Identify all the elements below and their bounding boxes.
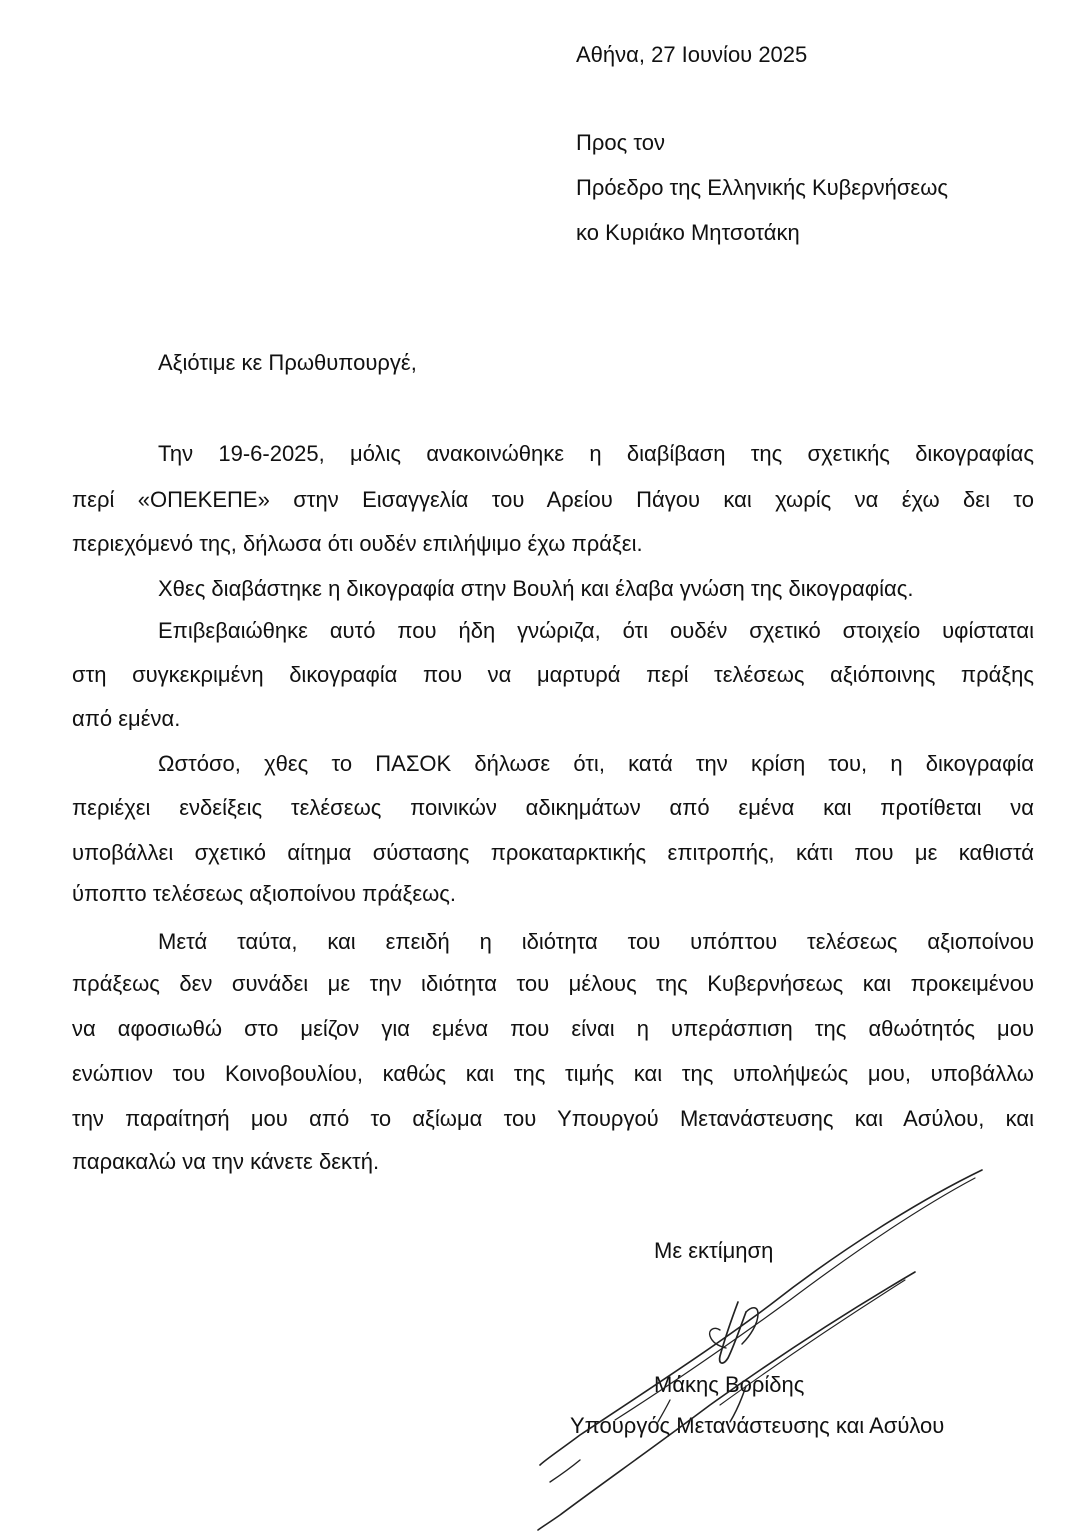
body-line: περιεχόμενό της, δήλωσα ότι ουδέν επιλήψιμο έχω πράξει. — [72, 531, 643, 556]
body-line: ύποπτο τελέσεως αξιοποίνου πράξεως. — [72, 881, 457, 906]
body-line: την παραίτησή μου από το αξίωμα του Υπουργού Μετανάστευσης και Ασύλου, και — [72, 1106, 1034, 1131]
letter-date: Αθήνα, 27 Ιουνίου 2025 — [576, 42, 808, 67]
closing: Με εκτίμηση — [654, 1238, 774, 1263]
body-line: να αφοσιωθώ στο μείζον για εμένα που είναι η υπεράσπιση της αθωότητός μου — [72, 1016, 1034, 1041]
body-line: ενώπιον του Κοινοβουλίου, καθώς και της τιμής και της υπολήψεώς μου, υποβάλλω — [72, 1061, 1034, 1086]
body-line: στη συγκεκριμένη δικογραφία που να μαρτυρά περί τελέσεως αξιόποινης πράξης — [72, 662, 1034, 687]
body-line: Χθες διαβάστηκε η δικογραφία στην Βουλή και έλαβα γνώση της δικογραφίας. — [158, 576, 914, 601]
signer-name: Μάκης Βορίδης — [654, 1372, 805, 1397]
body-line: Ωστόσο, χθες το ΠΑΣΟΚ δήλωσε ότι, κατά την κρίση του, η δικογραφία — [158, 751, 1034, 776]
body-line: πράξεως δεν συνάδει με την ιδιότητα του μέλους της Κυβερνήσεως και προκειμένου — [72, 971, 1034, 996]
signer-title: Υπουργός Μετανάστευσης και Ασύλου — [570, 1413, 945, 1438]
body-line: περιέχει ενδείξεις τελέσεως ποινικών αδικημάτων από εμένα και προτίθεται να — [72, 795, 1034, 820]
body-line: Επιβεβαιώθηκε αυτό που ήδη γνώριζα, ότι ουδέν σχετικό στοιχείο υφίσταται — [158, 618, 1034, 643]
handwritten-signature — [520, 1160, 1000, 1531]
body-line: υποβάλλει σχετικό αίτημα σύστασης προκαταρκτικής επιτροπής, κάτι που με καθιστά — [72, 840, 1034, 865]
recipient-line-1: Προς τον — [576, 130, 665, 155]
body-line: Μετά ταύτα, και επειδή η ιδιότητα του υπόπτου τελέσεως αξιοποίνου — [158, 929, 1034, 954]
body-line: Την 19-6-2025, μόλις ανακοινώθηκε η διαβίβαση της σχετικής δικογραφίας — [158, 441, 1034, 466]
body-line: περί «ΟΠΕΚΕΠΕ» στην Εισαγγελία του Αρείου Πάγου και χωρίς να έχω δει το — [72, 487, 1034, 512]
body-line: από εμένα. — [72, 706, 181, 731]
body-line: παρακαλώ να την κάνετε δεκτή. — [72, 1149, 380, 1174]
recipient-line-2: Πρόεδρο της Ελληνικής Κυβερνήσεως — [576, 175, 949, 200]
salutation: Αξιότιμε κε Πρωθυπουργέ, — [158, 350, 417, 375]
recipient-line-3: κο Κυριάκο Μητσοτάκη — [576, 220, 800, 245]
